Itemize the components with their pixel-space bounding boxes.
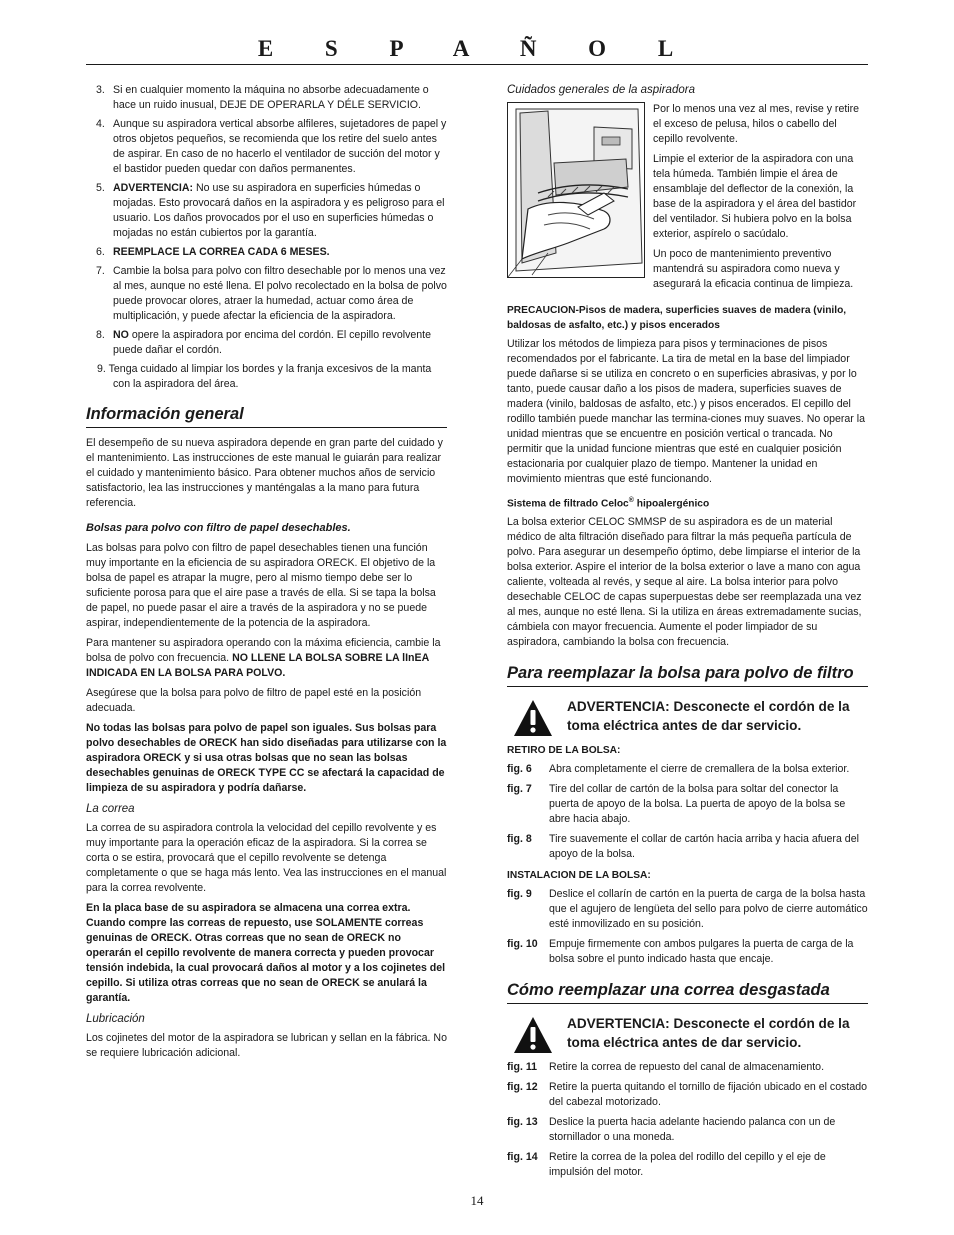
subheading-lubrication: Lubricación [86, 1013, 145, 1025]
list-item: fig. 6 Abra completamente el cierre de cremallera de la bolsa exterior. [507, 763, 850, 776]
bags-paragraph-1: Las bolsas para polvo con filtro de papel desechables tienen una función muy importante en la eficiencia de su aspiradora ORECK. El objetivo de la bolsa de papel es atrapar la mugre, pero al mismo tiempo debe ser lo suficiente porosa para que el aire pase a través de ella. Si se tapa la bolsa de papel, no puede pasar el aire a través de la aspiradora y no se puede aspirar, independientemente de la potencia de la aspiradora. [86, 542, 436, 629]
belt-paragraph-1: La correa de su aspiradora controla la velocidad del cepillo revolvente y es muy importante para la operación eficaz de la aspiradora. Si la correa se corta o se estira, provocará que el cepillo revolvente se detenga completamente o que se haga más lento. Vea las instrucciones en el manual para la correa revolvente. [86, 822, 447, 894]
removal-heading: RETIRO DE LA BOLSA: [507, 745, 621, 757]
right-column [507, 83, 868, 1185]
section-heading-belt: Cómo reemplazar una correa desgastada [507, 979, 868, 1004]
list-item: 3. Si en cualquier momento la máquina no absorbe adecuadamente o hace un ruido inusual, DEJE DE OPERARLA Y DÉLE SERVICIO. [96, 84, 429, 111]
safety-list [86, 83, 447, 392]
warning-block [507, 697, 868, 737]
care-paragraph-1: Por lo menos una vez al mes, revise y retire el exceso de pelusa, hilos o cabello del cepillo revolvente. [653, 103, 860, 145]
celoc-paragraph: La bolsa exterior CELOC SMMSP de su aspiradora es de un material médico de alta filtración diseñado para filtrar la más pequeña partícula de polvo. Para asegurar un desempeño óptimo, debe limpiarse el interior de la bolsa exterior. Aspire el interior de la bolsa exterior o lave a mano con agua caliente, volteada al revés, y seque al aire. La bolsa interior para polvo desechable CELOC de capas superpuestas debe ser reemplazada una vez al mes, aunque no esté llena. Si la utiliza en áreas extremadamente sucias, cámbiela con mayor frecuencia. Aumente el poder limpiador de su aspiradora, cambiando la bolsa con frecuencia. [507, 516, 862, 649]
lubrication-paragraph: Los cojinetes del motor de la aspiradora se lubrican y sellan en la fábrica. No se requiere lubricación adicional. [86, 1032, 447, 1059]
header-rule [86, 64, 868, 65]
warning-text: ADVERTENCIA: Desconecte el cordón de la toma eléctrica antes de dar servicio. [567, 699, 850, 734]
subheading-belt: La correa [86, 803, 135, 815]
caution-heading: PRECAUCION-Pisos de madera, superficies suaves de madera (vinilo, baldosas de asfalto, etc.) y pisos encerados [507, 305, 847, 331]
bags-paragraph-2: Para mantener su aspiradora operando con la máxima eficiencia, cambie la bolsa de polvo con frecuencia. NO LLENE LA BOLSA SOBRE LA lInEA INDICADA EN LA BOLSA PARA POLVO. [86, 637, 441, 679]
bags-paragraph-3: Asegúrese que la bolsa para polvo de filtro de papel esté en la posición adecuada. [86, 687, 422, 714]
section-heading-info: Información general [86, 403, 447, 428]
warning-icon [513, 1016, 553, 1054]
warning-block [507, 1014, 868, 1054]
list-item: 5. ADVERTENCIA: No use su aspiradora en superficies húmedas o mojadas. Esto provocará daños en la aspiradora y es peligroso para el usuario. Los daños provocados por el uso en superficies húmedas o mojadas no están cubiertos por la garantía. [96, 182, 445, 239]
warning-icon [513, 699, 553, 737]
subheading-bags: Bolsas para polvo con filtro de papel desechables. [86, 522, 351, 534]
page-title: E S P A Ñ O L [257, 36, 697, 61]
list-item: fig. 10 Empuje firmemente con ambos pulgares la puerta de carga de la bolsa sobre el punto indicado hasta que encaje. [507, 938, 854, 966]
list-item: 6. REEMPLACE LA CORREA CADA 6 MESES. [96, 246, 330, 258]
warning-text: ADVERTENCIA: Desconecte el cordón de la toma eléctrica antes de dar servicio. [567, 1016, 850, 1051]
bags-paragraph-4: No todas las bolsas para polvo de papel son iguales. Sus bolsas para polvo desechables de ORECK han sido diseñadas para utilizarse con la aspiradora ORECK y si usa otras bolsas que no sean las bolsas desechables genuinas de ORECK TYPE CC se afectará la capacidad de limpieza de su aspiradora y podría dañarse. [86, 722, 447, 794]
caution-paragraph: Utilizar los métodos de limpieza para pisos y terminaciones de pisos recomendados por el fabricante. La tira de metal en la base del limpiador puede dañarse si se utiliza en concreto o en superficies abrasivas, y por lo tanto, puede causar daño a los pisos de madera, superficies suaves de madera (vinilo, baldosas de asfalto, etc.) y pisos encerados. El cepillo del rodillo también puede manchar las termina-ciones muy suaves. No operar la unidad mientras que se encuentre en posición vertical o trancada. No permitir que la unidad funcione mientras que esté en cualquier posición estacionaria por cualquier plazo de tiempo. Mantener la unidad en movimiento mientras que esté funcionando. [507, 338, 866, 485]
install-heading: INSTALACION DE LA BOLSA: [507, 870, 651, 882]
list-item: 7. Cambie la bolsa para polvo con filtro desechable por lo menos una vez al mes, aunque no esté llena. El polvo recolectado en la bolsa de polvo puede provocar olores, atraer la humedad, actuar como área de multiplicación, y puede afectar la eficiencia de la aspiradora. [96, 265, 447, 322]
belt-paragraph-2: En la placa base de su aspiradora se almacena una correa extra. Cuando compre las correas de repuesto, use SOLAMENTE correas genuinas de ORECK. Otras correas que no sean de ORECK no operarán el cepillo revolvente de manera correcta y pueden provocar tensión indebida, la cual provocará daños al motor y a los cojinetes del cepillo. Si utiliza otras correas que no sean de ORECK se anulará la garantía. [86, 902, 446, 1004]
list-item: 4. Aunque su aspiradora vertical absorbe alfileres, sujetadores de papel y otros objetos pequeños, se recomienda que los retire del suelo antes de aspirar. En caso de no hacerlo el ventilador de succión del motor y el bastidor pueden quedar con daños permanentes. [96, 118, 447, 175]
list-item: 8. NO opere la aspiradora por encima del cordón. El cepillo revolvente puede dañar el cordón. [96, 329, 431, 356]
list-item: fig. 8 Tire suavemente el collar de cartón hacia arriba y hacia afuera del apoyo de la bolsa. [507, 833, 859, 861]
care-paragraph-2: Limpie el exterior de la aspiradora con una tela húmeda. También limpie el área de ensamblaje del deflector de la conexión, la base de la aspiradora y el área del bastidor del ventilador. Si hubiera polvo en la bolsa exterior, aspírelo o sacúdalo. [653, 153, 857, 240]
care-block [507, 102, 868, 297]
info-paragraph: El desempeño de su nueva aspiradora depende en gran parte del cuidado y el mantenimiento. Las instrucciones de este manual le guiarán para realizar el cuidado y mantenimiento básico. Para obtener muchos años de servicio satisfactorio, lea las instrucciones y manténgalas a la mano para futura referencia. [86, 437, 443, 509]
list-item: fig. 9 Deslice el collarín de cartón en la puerta de carga de la bolsa hasta que el agujero de lengüeta del sello para polvo de cierre automático esté inmovilizado en su posición. [507, 888, 868, 931]
list-item: fig. 14 Retire la correa de la polea del rodillo del cepillo y el eje de impulsión del motor. [507, 1151, 826, 1179]
list-item: fig. 13 Deslice la puerta hacia adelante haciendo palanca con un de stornillador o una moneda. [507, 1116, 836, 1144]
care-paragraph-3: Un poco de mantenimiento preventivo mantendrá su aspiradora como nueva y asegurará la eficacia continua de limpieza. [653, 248, 854, 290]
left-column [86, 83, 447, 1066]
page-number: 14 [470, 1193, 484, 1208]
list-item: 9. Tenga cuidado al limpiar los bordes y la franja excesivos de la manta con la aspiradora del área. [97, 363, 432, 390]
celoc-heading: Sistema de filtrado Celoc® hipoalergénico [507, 497, 710, 510]
subheading-care: Cuidados generales de la aspiradora [507, 84, 695, 96]
section-heading-bag: Para reemplazar la bolsa para polvo de filtro [507, 662, 868, 687]
vacuum-brush-illustration [507, 102, 645, 278]
list-item: fig. 11 Retire la correa de repuesto del canal de almacenamiento. [507, 1061, 825, 1074]
list-item: fig. 12 Retire la puerta quitando el tornillo de fijación ubicado en el costado del cabezal motorizado. [507, 1081, 868, 1109]
list-item: fig. 7 Tire del collar de cartón de la bolsa para soltar del conector la puerta de apoyo de la bolsa. La puerta de apoyo de la bolsa se abre hacia abajo. [507, 783, 846, 826]
